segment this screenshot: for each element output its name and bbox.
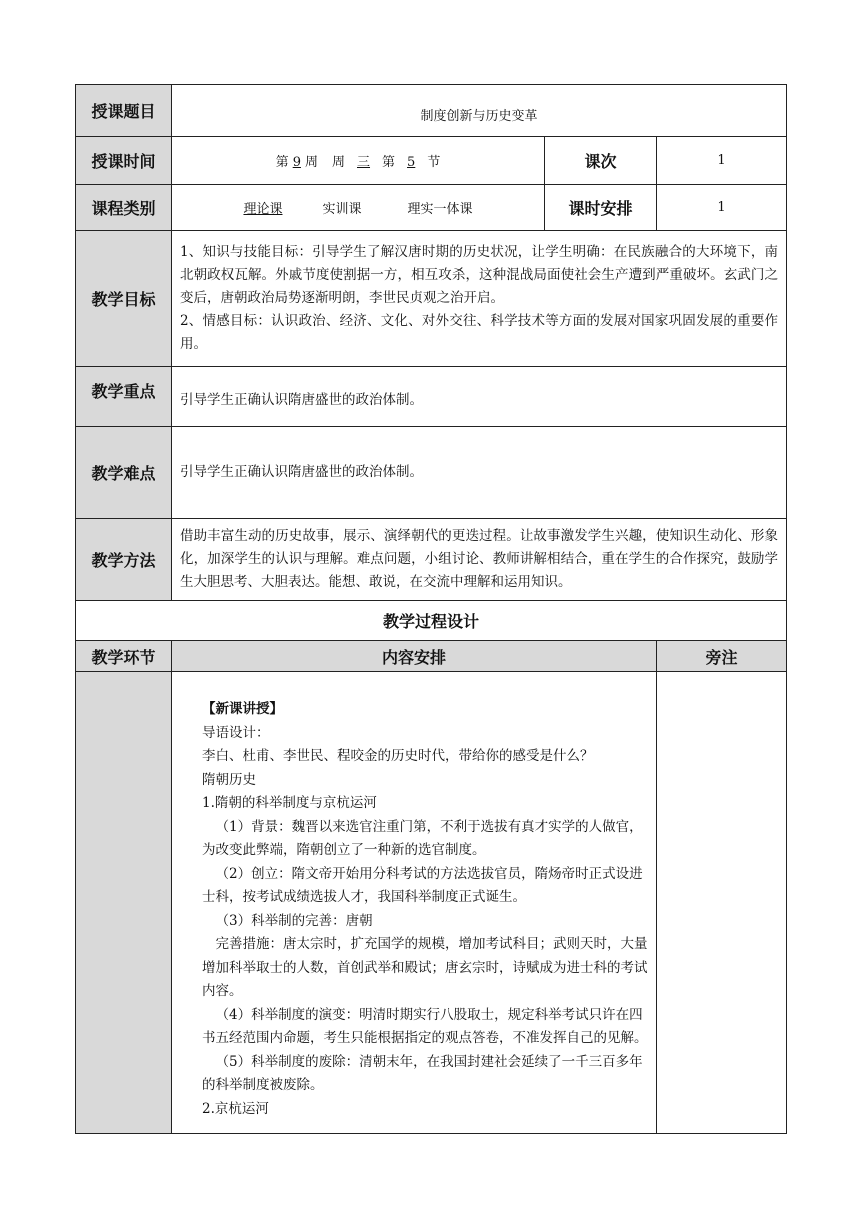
col-content-header: 内容安排 [172, 641, 657, 672]
row-course-time [76, 137, 787, 185]
stage-cell [76, 672, 172, 1134]
col-stage-header: 教学环节 [76, 641, 172, 672]
process-title: 教学过程设计 [76, 601, 787, 641]
content-line: 李白、杜甫、李世民、程咬金的历史时代，带给你的感受是什么？ [202, 748, 594, 764]
week-suffix: 周 [304, 155, 318, 170]
content-line: 完善措施：唐太宗时，扩充国学的规模，增加考试科目；武则天时，大量增加科举取士的人数，首创武举和殿试；唐玄宗时，诗赋成为进士科的考试内容。 [202, 936, 648, 999]
lesson-plan-table [75, 84, 787, 1134]
course-time-label: 授课时间 [76, 137, 172, 185]
weekday: 三 [357, 155, 371, 170]
row-course-type [76, 185, 787, 231]
content-line: 【新课讲授】 [202, 701, 283, 717]
session-label: 课次 [545, 137, 657, 185]
course-time-value [172, 137, 545, 185]
week-number: 9 [292, 155, 301, 170]
period-number: 5 [407, 155, 416, 170]
course-type-options [172, 185, 545, 231]
content-line: （3）科举制的完善：唐朝 [215, 912, 373, 929]
objectives-label: 教学目标 [76, 231, 172, 367]
content-line: （1）背景：魏晋以来选官注重门第，不利于选拔有真才实学的人做官，为改变此弊端，隋朝创立了一种新的选官制度。 [202, 818, 643, 858]
course-title-label: 授课题目 [76, 85, 172, 137]
notes-cell [657, 672, 787, 1134]
content-line: （5）科举制度的废除：清朝末年，在我国封建社会延续了一千三百多年的科举制度被废除。 [202, 1053, 643, 1093]
day-prefix: 周 [331, 155, 345, 170]
content-line: 隋朝历史 [202, 771, 256, 788]
row-difficulties [76, 427, 787, 519]
methods-label: 教学方法 [76, 519, 172, 601]
row-process-header [76, 641, 787, 672]
row-objectives [76, 231, 787, 367]
row-key-points [76, 367, 787, 427]
period-prefix: 第 [382, 155, 396, 170]
session-value: 1 [657, 137, 787, 185]
content-line: 1.隋朝的科举制度与京杭运河 [202, 795, 377, 811]
row-methods [76, 519, 787, 601]
hours-label: 课时安排 [545, 185, 657, 231]
content-line: 2.京杭运河 [202, 1100, 269, 1117]
objective-1: 1、知识与技能目标：引导学生了解汉唐时期的历史状况，让学生明确：在民族融合的大环境下，南北朝政权瓦解。外戚节度使割据一方，相互攻杀，这种混战局面使社会生产遭到严重破坏。玄武门之变后，唐朝政治局势逐渐明朗，李世民贞观之治开启。 [180, 244, 779, 306]
course-type-theory: 理论课 [243, 202, 283, 217]
course-type-label: 课程类别 [76, 185, 172, 231]
hours-value: 1 [657, 185, 787, 231]
content-line: 导语设计： [202, 724, 270, 741]
content-line: （4）科举制度的演变：明清时期实行八股取士，规定科举考试只许在四书五经范围内命题，考生只能根据指定的观点答卷，不准发挥自己的见解。 [202, 1006, 648, 1046]
course-title-value: 制度创新与历史变革 [172, 85, 787, 137]
key-points-text: 引导学生正确认识隋唐盛世的政治体制。 [172, 367, 787, 427]
row-process-title [76, 601, 787, 641]
objectives-text [172, 231, 787, 367]
content-line: （2）创立：隋文帝开始用分科考试的方法选拔官员，隋炀帝时正式设进士科，按考试成绩选拔人才，我国科举制度正式诞生。 [202, 865, 643, 905]
difficulties-text: 引导学生正确认识隋唐盛世的政治体制。 [172, 427, 787, 519]
key-points-label: 教学重点 [76, 367, 172, 427]
course-type-practical: 实训课 [322, 202, 362, 217]
difficulties-label: 教学难点 [76, 427, 172, 519]
period-suffix: 节 [427, 155, 441, 170]
course-type-integrated: 理实一体课 [407, 202, 473, 217]
process-content [172, 672, 657, 1134]
week-prefix: 第 [275, 155, 289, 170]
col-notes-header: 旁注 [657, 641, 787, 672]
row-course-title [76, 85, 787, 137]
row-process-body [76, 672, 787, 1134]
objective-2: 2、情感目标：认识政治、经济、文化、对外交往、科学技术等方面的发展对国家巩固发展的重要作用。 [180, 313, 779, 352]
methods-text: 借助丰富生动的历史故事，展示、演绎朝代的更迭过程。让故事激发学生兴趣，使知识生动化、形象化，加深学生的认识与理解。难点问题，小组讨论、教师讲解相结合，重在学生的合作探究，鼓励学生大胆思考、大胆表达。能想、敢说，在交流中理解和运用知识。 [172, 519, 787, 601]
